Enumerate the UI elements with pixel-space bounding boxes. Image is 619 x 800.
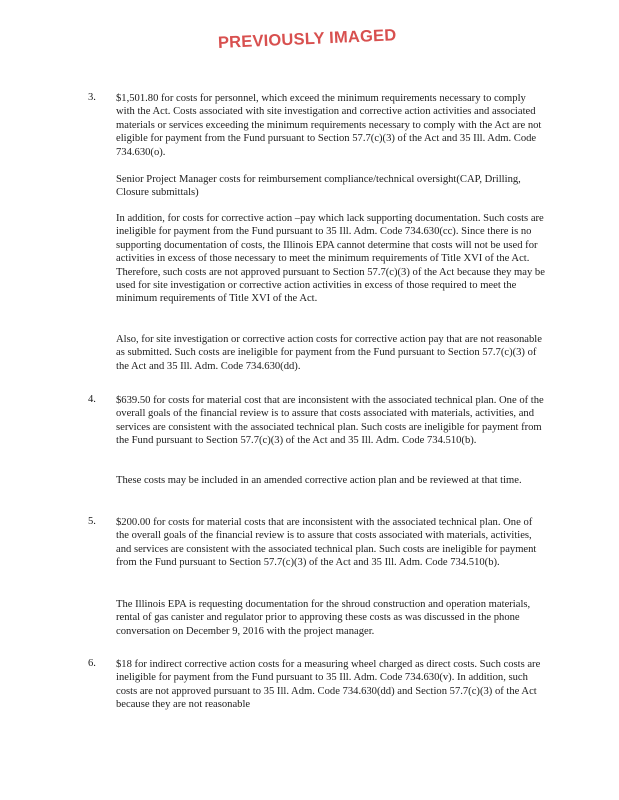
item-paragraph: $18 for indirect corrective action costs for a measuring wheel charged as direct costs. Such costs are ineligible for payment from the Fund pursuant to 35 Ill. Adm. Code 734.630(v). In addition, such costs are not approved pursuant to 35 Ill. Adm. Code 734.630(dd) and Section 57.7(c)(3) of the Act because they are not reasonable bbox=[116, 659, 541, 711]
item-number: 3. bbox=[88, 92, 96, 103]
item-number: 6. bbox=[88, 658, 96, 669]
item-paragraph: $1,501.80 for costs for personnel, which exceed the minimum requirements necessary to comply with the Act. Costs associated with site investigation and corrective action activities and associated materials or services exceeding the minimum requirements necessary to comply with the Act are not eligible for payment from the Fund pursuant to Section 57.7(c)(3) of the Act and 35 Ill. Adm. Code 734.630(o). bbox=[116, 93, 542, 158]
item-number: 5. bbox=[88, 516, 96, 527]
item-paragraph: The Illinois EPA is requesting documentation for the shroud construction and operation materials, rental of gas canister and regulator prior to approving these costs as was discussed in the phone conversation on December 9, 2016 with the project manager. bbox=[116, 599, 531, 637]
item-paragraph: Senior Project Manager costs for reimbursement compliance/technical oversight(CAP, Drilling, Closure submittals) bbox=[116, 174, 521, 199]
previously-imaged-stamp: PREVIOUSLY IMAGED bbox=[217, 26, 397, 52]
item-paragraph: Also, for site investigation or corrective action costs for corrective action pay that are not reasonable as submitted. Such costs are ineligible for payment from the Fund pursuant to Section 57.7(c)(3) of the Act and 35 Ill. Adm. Code 734.630(dd). bbox=[116, 334, 542, 372]
item-paragraph: $639.50 for costs for material cost that are inconsistent with the associated technical plan. One of the overall goals of the financial review is to assure that costs associated with materials, activities, and services are consistent with the associated technical plan. Such costs are ineligible for payment from the Fund pursuant to Section 57.7(c)(3) of the Act and 35 Ill. Adm. Code 734.510(b). bbox=[116, 395, 544, 447]
item-paragraph: $200.00 for costs for material costs that are inconsistent with the associated technical plan. One of the overall goals of the financial review is to assure that costs associated with materials, activities, and services are consistent with the associated technical plan. Such costs are ineligible for payment from the Fund pursuant to Section 57.7(c)(3) of the Act and 35 Ill. Adm. Code 734.510(b). bbox=[116, 517, 537, 569]
item-paragraph: In addition, for costs for corrective action –pay which lack supporting documentation. Such costs are ineligible for payment from the Fund pursuant to 35 Ill. Adm. Code 734.630(cc). Since there is no supporting documentation of costs, the Illinois EPA cannot determine that costs will not be used for activities in excess of those necessary to meet the minimum requirements of Title XVI of the Act. Therefore, such costs are not approved pursuant to Section 57.7(c)(3) of the Act because they may be used for site investigation or corrective action activities in excess of those required to meet the minimum requirements of Title XVI of the Act. bbox=[116, 213, 545, 305]
item-number: 4. bbox=[88, 394, 96, 405]
item-paragraph: These costs may be included in an amended corrective action plan and be reviewed at that time. bbox=[116, 475, 522, 486]
